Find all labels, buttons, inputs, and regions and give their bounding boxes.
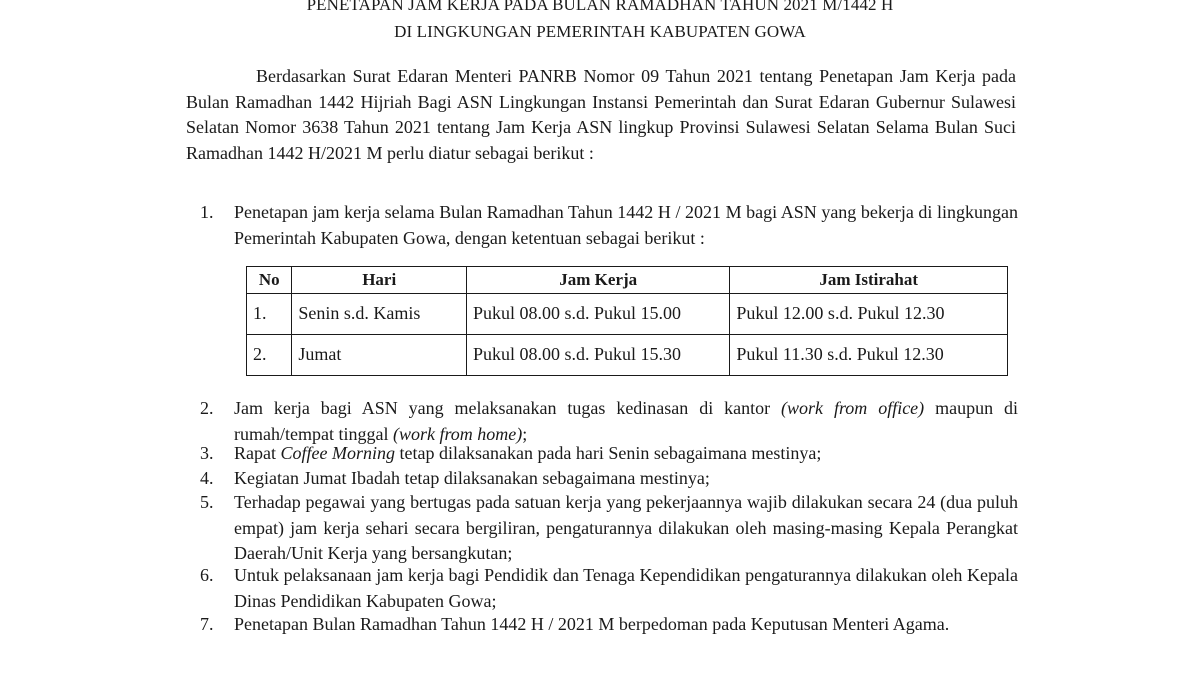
working-hours-table (246, 266, 1008, 376)
list-item-text-part: tetap dilaksanakan pada hari Senin sebagaimana mestinya; (395, 443, 822, 463)
italic-term-coffee-morning: Coffee Morning (280, 443, 395, 463)
italic-term-work-from-office: (work from office) (781, 398, 925, 418)
list-item-text-part: maupun di rumah/tempat tinggal (234, 398, 1018, 444)
list-item-number: 2. (200, 398, 214, 418)
list-item-number: 5. (200, 492, 214, 512)
table-cell-no: 2. (247, 334, 292, 375)
column-header-break-hours: Jam Istirahat (730, 267, 1008, 294)
table-cell-work-hours: Pukul 08.00 s.d. Pukul 15.00 (467, 293, 730, 334)
list-item-number: 4. (200, 468, 214, 488)
table-cell-work-hours: Pukul 08.00 s.d. Pukul 15.30 (467, 334, 730, 375)
list-item-text (234, 441, 1018, 467)
list-item-text: Penetapan jam kerja selama Bulan Ramadhan Tahun 1442 H / 2021 M bagi ASN yang bekerja di lingkungan Pemerintah Kabupaten Gowa, dengan ketentuan sebagai berikut : (234, 202, 1018, 248)
intro-paragraph (186, 64, 1016, 166)
list-item-text: Penetapan Bulan Ramadhan Tahun 1442 H / 2021 M berpedoman pada Keputusan Menteri Agama. (234, 614, 950, 634)
list-item-text-part: Jam kerja bagi ASN yang melaksanakan tugas kedinasan di kantor (234, 398, 782, 418)
column-header-day: Hari (292, 267, 467, 294)
column-header-no: No (247, 267, 292, 294)
table-cell-break-hours: Pukul 12.00 s.d. Pukul 12.30 (730, 293, 1008, 334)
list-item-text-part: ; (522, 423, 528, 444)
document-title-line-1: PENETAPAN JAM KERJA PADA BULAN RAMADHAN TAHUN 2021 M/1442 H (306, 0, 894, 14)
italic-term-work-from-home: (work from home) (392, 423, 523, 444)
document-title-line-2: DI LINGKUNGAN PEMERINTAH KABUPATEN GOWA (394, 22, 806, 41)
list-item-text-part: Rapat (234, 443, 281, 463)
table-row (247, 293, 1008, 334)
table-cell-day: Jumat (292, 334, 467, 375)
list-item-number: 6. (200, 565, 214, 585)
table-cell-no: 1. (247, 293, 292, 334)
list-item-text: Kegiatan Jumat Ibadah tetap dilaksanakan sebagaimana mestinya; (234, 468, 710, 488)
list-item-number: 7. (200, 614, 214, 634)
list-item-number: 1. (200, 202, 214, 222)
list-item-text (234, 396, 1018, 447)
column-header-work-hours: Jam Kerja (467, 267, 730, 294)
list-item-text: Untuk pelaksanaan jam kerja bagi Pendidik dan Tenaga Kependidikan pengaturannya dilakukan oleh Kepala Dinas Pendidikan Kabupaten Gowa; (234, 565, 1018, 611)
intro-text: Berdasarkan Surat Edaran Menteri PANRB Nomor 09 Tahun 2021 tentang Penetapan Jam Kerja pada Bulan Ramadhan 1442 Hijriah Bagi ASN Lingkungan Instansi Pemerintah dan Surat Edaran Gubernur Sulawesi Selatan Nomor 3638 Tahun 2021 tentang Jam Kerja ASN lingkup Provinsi Sulawesi Selatan Selama Bulan Suci Ramadhan 1442 H/2021 M perlu diatur sebagai berikut : (186, 66, 1016, 163)
list-item-text: Terhadap pegawai yang bertugas pada satuan kerja yang pekerjaannya wajib dilakukan secara 24 (dua puluh empat) jam kerja sehari secara bergiliran, pengaturannya dilakukan oleh masing-masing Kepala Perangkat Daerah/Unit Kerja yang bersangkutan; (234, 492, 1018, 564)
list-item-number: 3. (200, 443, 214, 463)
table-header-row (247, 267, 1008, 294)
table-cell-break-hours: Pukul 11.30 s.d. Pukul 12.30 (730, 334, 1008, 375)
table-row (247, 334, 1008, 375)
table-cell-day: Senin s.d. Kamis (292, 293, 467, 334)
